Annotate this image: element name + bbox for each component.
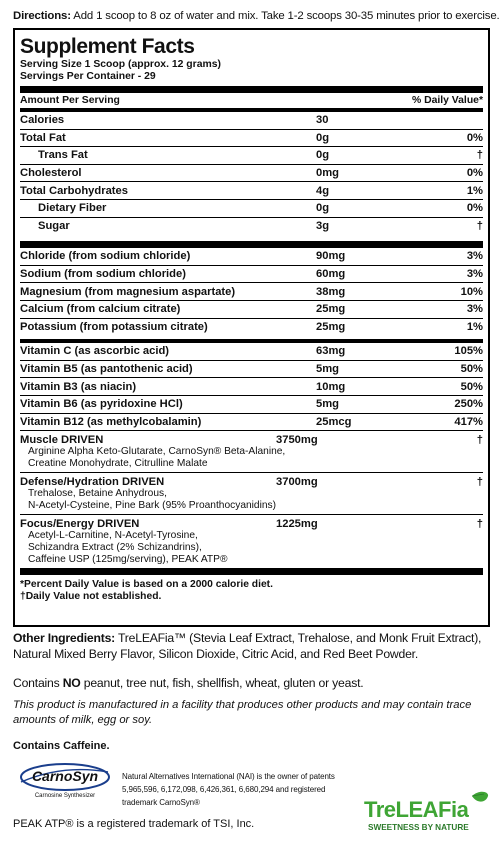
nutrient-amount: 63mg [316,345,346,358]
nutrient-row [20,414,483,432]
allergen-pre: Contains [13,676,63,690]
nutrient-row [20,218,483,236]
nutrient-daily-value: 3% [466,268,483,281]
nutrient-row [20,283,483,301]
nutrient-daily-value: 50% [460,363,483,376]
carnosyn-logo-text: CarnoSyn [31,768,99,784]
divider-thick [20,568,483,575]
nutrient-amount: 0g [316,149,330,162]
nutrient-name: Vitamin C (as ascorbic acid) [20,345,170,358]
mineral-nutrients [20,248,483,336]
nutrient-row [20,182,483,200]
nutrient-amount: 4g [316,184,330,197]
carnosyn-tagline: Carnosine Synthesizer [34,793,96,799]
carnosyn-logo [13,760,113,800]
peak-atp-notice: PEAK ATP® is a registered trademark of TSI, Inc. [13,818,255,830]
nutrient-amount: 25mcg [316,415,352,428]
nutrient-daily-value: 10% [460,285,483,298]
blend-daily-value: † [476,517,483,530]
divider-thick [20,86,483,93]
nutrient-row [20,200,483,218]
nutrient-amount: 60mg [316,268,346,281]
allergen-post: peanut, tree nut, fish, shellfish, wheat, gluten or yeast. [80,676,364,690]
treleafia-tagline: SWEETNESS BY NATURE [368,823,469,832]
nutrient-daily-value: 3% [466,250,483,263]
divider-thick [20,241,483,248]
nutrient-name: Vitamin B5 (as pantothenic acid) [20,363,193,376]
other-ingredients-text: TreLEAFia™ (Stevia Leaf Extract, Trehalose, and Monk Fruit Extract), Natural Mixed Berry Flavor, Silicon Dioxide, Citric Acid, and Red Beet Powder. [13,631,482,661]
blend-daily-value: † [476,475,483,488]
vitamin-nutrients [20,343,483,431]
nutrient-daily-value: † [476,220,483,233]
nutrient-name: Dietary Fiber [38,202,107,215]
nutrient-row [20,165,483,183]
treleafia-logo-text: TreLEAFia [364,797,469,822]
blend-amount: 3750mg [276,433,318,446]
nutrient-name: Sodium (from sodium chloride) [20,268,186,281]
blend-header [20,433,483,446]
nutrient-amount: 0mg [316,167,340,180]
blend-name: Defense/Hydration DRIVEN [20,475,165,488]
directions-label: Directions: [13,10,71,22]
facts-header [20,93,483,108]
blend-ingredients: N-Acetyl-Cysteine, Pine Bark (95% Proanthocyanidins) [28,499,277,511]
serving-size: Serving Size 1 Scoop (approx. 12 grams) [20,59,221,70]
nutrient-daily-value: 105% [454,345,483,358]
facts-title: Supplement Facts [20,35,195,58]
nutrient-name: Cholesterol [20,167,82,180]
facility-note: This product is manufactured in a facility that produces other products and may contain trace amounts of milk, egg or soy. [13,699,472,726]
nutrient-daily-value: 1% [466,321,483,334]
nutrient-daily-value: 1% [466,184,483,197]
other-ingredients-label: Other Ingredients: [13,631,116,645]
nutrient-daily-value: † [476,149,483,162]
nutrient-name: Potassium (from potassium citrate) [20,321,208,334]
blend-ingredients: Schizandra Extract (2% Schizandrins), [28,542,202,554]
blend-ingredients: Trehalose, Betaine Anhydrous, [28,488,167,500]
nutrient-amount: 5mg [316,363,340,376]
nutrient-daily-value: 0% [466,167,483,180]
nutrient-name: Calcium (from calcium citrate) [20,303,181,316]
amount-per-serving-label: Amount Per Serving [20,95,120,106]
nutrient-name: Total Fat [20,131,66,144]
patent-notice: Natural Alternatives International (NAI) is the owner of patents 5,965,596, 6,172,098, 6,426,361, 6,680,294 and registered trademark CarnoSyn® [122,772,335,807]
nutrient-amount: 0g [316,131,330,144]
leaf-icon [472,792,488,802]
other-ingredients [13,631,493,662]
nutrient-daily-value: 250% [454,398,483,411]
servings-per-container: Servings Per Container - 29 [20,70,156,82]
basic-nutrients [20,112,483,235]
nutrient-row [20,301,483,319]
blend-header [20,475,483,488]
nutrient-name: Sugar [38,220,70,233]
blend-block [20,473,483,515]
nutrient-amount: 30 [316,114,329,127]
footnote-dagger: †Daily Value not established. [20,590,162,602]
nutrient-name: Vitamin B3 (as niacin) [20,380,137,393]
nutrient-name: Total Carbohydrates [20,184,128,197]
blend-amount: 3700mg [276,475,318,488]
nutrient-row [20,248,483,266]
nutrient-amount: 38mg [316,285,346,298]
allergen-no: NO [62,676,81,690]
nutrient-row [20,147,483,165]
nutrient-amount: 25mg [316,303,346,316]
nutrient-row [20,319,483,337]
footnote-calorie: *Percent Daily Value is based on a 2000 calorie diet. [20,579,273,591]
blend-daily-value: † [476,433,483,446]
nutrient-daily-value: 50% [460,380,483,393]
blend-block [20,431,483,473]
nutrient-row [20,130,483,148]
daily-value-label: % Daily Value* [411,95,483,106]
nutrient-daily-value: 0% [466,131,483,144]
nutrient-amount: 90mg [316,250,346,263]
supplement-facts-panel [13,28,490,627]
nutrient-daily-value: 417% [454,415,483,428]
nutrient-amount: 5mg [316,398,340,411]
nutrient-row [20,112,483,130]
nutrient-row [20,361,483,379]
blend-name: Focus/Energy DRIVEN [20,517,140,530]
directions [13,10,500,22]
nutrient-name: Vitamin B12 (as methylcobalamin) [20,415,202,428]
nutrient-row [20,378,483,396]
blend-ingredients: Creatine Monohydrate, Citrulline Malate [28,457,208,469]
nutrient-name: Trans Fat [38,149,88,162]
blend-ingredients: Caffeine USP (125mg/serving), PEAK ATP® [28,553,228,565]
nutrient-amount: 3g [316,220,330,233]
nutrient-daily-value: 3% [466,303,483,316]
blend-amount: 1225mg [276,517,318,530]
nutrient-amount: 25mg [316,321,346,334]
nutrient-daily-value: 0% [466,202,483,215]
blend-ingredients: Acetyl-L-Carnitine, N-Acetyl-Tyrosine, [28,530,198,542]
treleafia-logo [360,790,490,834]
blend-block [20,515,483,568]
nutrient-name: Vitamin B6 (as pyridoxine HCl) [20,398,183,411]
nutrient-amount: 0g [316,202,330,215]
directions-text: Add 1 scoop to 8 oz of water and mix. Take 1-2 scoops 30-35 minutes prior to exercise. [70,10,500,22]
nutrient-name: Magnesium (from magnesium aspartate) [20,285,236,298]
nutrient-name: Chloride (from sodium chloride) [20,250,191,263]
proprietary-blends [20,431,483,568]
blend-ingredients: Arginine Alpha Keto-Glutarate, CarnoSyn® Beta-Alanine, [28,446,286,458]
nutrient-row [20,343,483,361]
nutrient-name: Calories [20,114,65,127]
nutrient-row [20,396,483,414]
nutrient-amount: 10mg [316,380,346,393]
allergen-statement [13,676,363,690]
caffeine-note: Contains Caffeine. [13,740,110,752]
blend-header [20,517,483,530]
blend-name: Muscle DRIVEN [20,433,104,446]
nutrient-row [20,266,483,284]
